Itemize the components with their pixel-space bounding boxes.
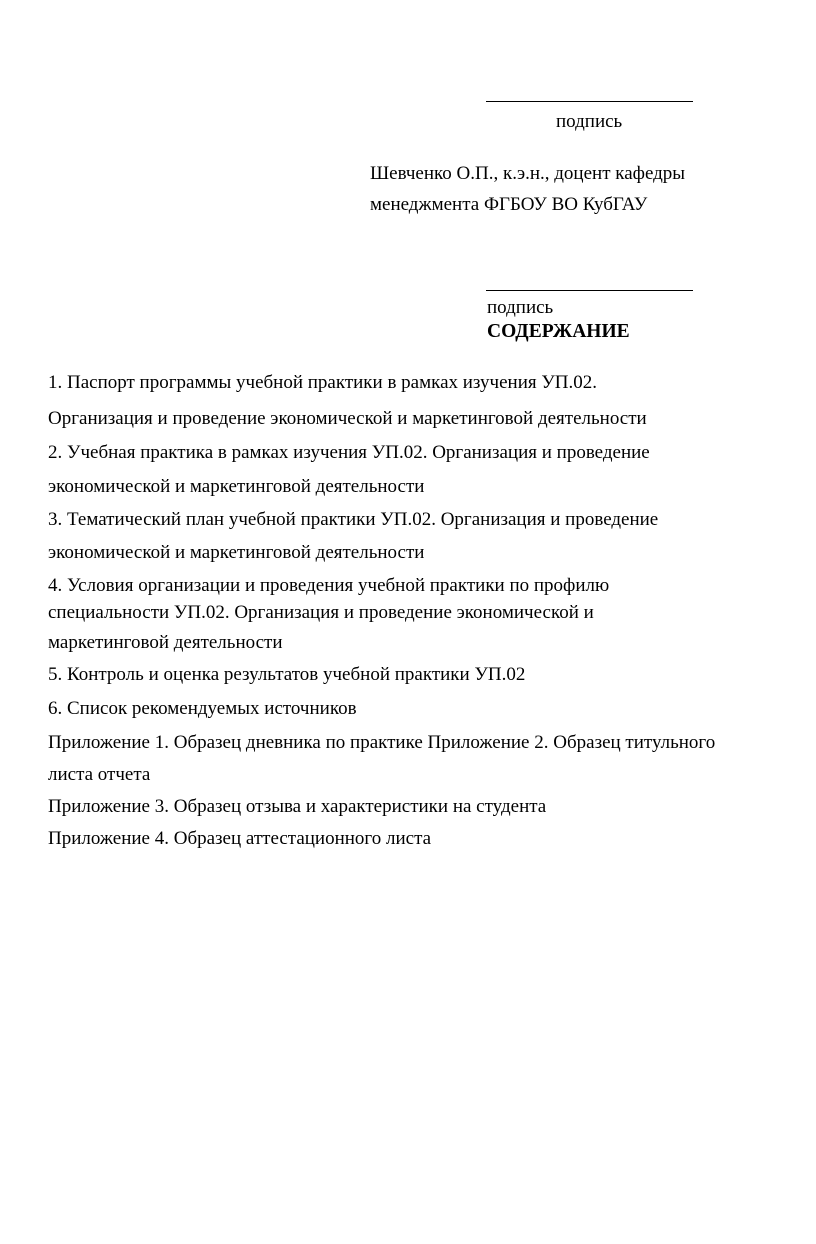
toc-line: 3. Тематический план учебной практики УП.02. Организация и проведение <box>48 509 659 530</box>
toc-line: Организация и проведение экономической и маркетинговой деятельности <box>48 408 647 429</box>
toc-line: Приложение 1. Образец дневника по практике Приложение 2. Образец титульного <box>48 732 716 753</box>
toc-line: листа отчета <box>48 764 151 785</box>
toc-line: маркетинговой деятельности <box>48 632 283 653</box>
toc-line: экономической и маркетинговой деятельности <box>48 476 425 497</box>
signature-line-1 <box>486 101 693 102</box>
author-line-2: менеджмента ФГБОУ ВО КубГАУ <box>370 194 648 215</box>
author-line-1: Шевченко О.П., к.э.н., доцент кафедры <box>370 163 686 184</box>
signature-caption-2: подпись <box>487 297 554 318</box>
author-info <box>370 158 685 220</box>
signature-caption-1: подпись <box>556 111 623 132</box>
toc-line: Приложение 3. Образец отзыва и характеристики на студента <box>48 796 547 817</box>
toc-line: 6. Список рекомендуемых источников <box>48 698 357 719</box>
toc-line: 4. Условия организации и проведения учебной практики по профилю <box>48 575 610 596</box>
toc-line: 1. Паспорт программы учебной практики в рамках изучения УП.02. <box>48 372 598 393</box>
toc-line: специальности УП.02. Организация и проведение экономической и <box>48 602 594 623</box>
toc-line: 2. Учебная практика в рамках изучения УП.02. Организация и проведение <box>48 442 650 463</box>
toc-line: 5. Контроль и оценка результатов учебной практики УП.02 <box>48 664 526 685</box>
contents-title: СОДЕРЖАНИЕ <box>487 321 630 342</box>
signature-line-2 <box>486 290 693 291</box>
toc-line: экономической и маркетинговой деятельности <box>48 542 425 563</box>
toc-line: Приложение 4. Образец аттестационного листа <box>48 828 432 849</box>
